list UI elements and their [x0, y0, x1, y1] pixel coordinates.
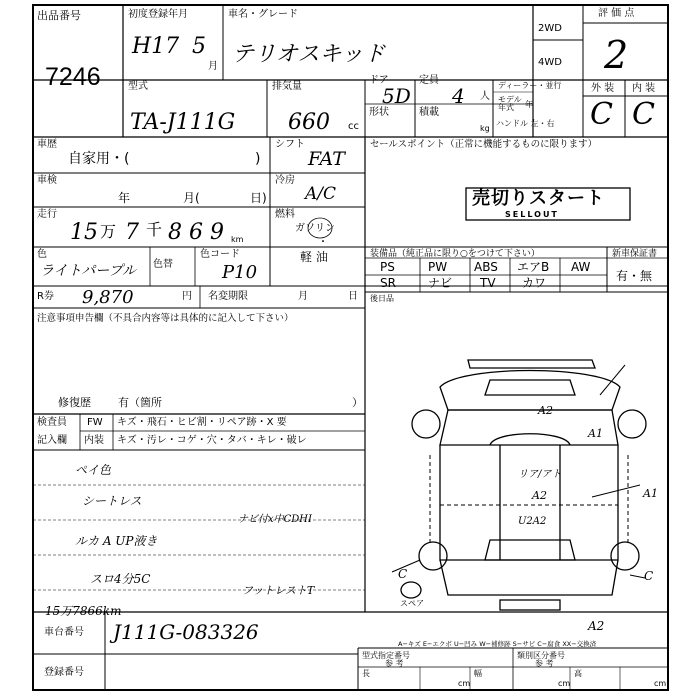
equip-ps: PS [380, 260, 395, 274]
equip-leather: カワ [522, 276, 547, 290]
length-label: 長 [362, 669, 370, 678]
warranty-value: 有・無 [616, 269, 653, 283]
fw-text: キズ・飛石・ヒビ割・リペア跡・X 要 [117, 417, 287, 428]
first-reg-unit: 月 [208, 61, 218, 72]
equipment-label: 装備品（純正品に限り○をつけて下さい） [370, 249, 540, 259]
mark-u2a2: U2A2 [518, 516, 547, 527]
interior-grade: C [632, 97, 655, 132]
warranty-label: 新車保証書 [612, 249, 658, 259]
equip-airbag: エアB [517, 260, 550, 274]
remark-right-2: フットレストT [242, 584, 315, 597]
exterior-grade: C [590, 97, 613, 132]
mileage-d5: 9 [210, 220, 224, 245]
first-reg-era: H17 [132, 34, 180, 59]
remark-5: 15万7866km [45, 604, 122, 618]
model-name-label: 車名・グレード [228, 9, 298, 20]
sellout-stamp-en: SELLOUT [505, 210, 559, 219]
model-year-unit: 年 [525, 100, 533, 109]
lot-number: 7246 [45, 63, 101, 91]
inspection-label: 車検 [37, 175, 57, 186]
mark-a2-bottom: A2 [588, 619, 605, 633]
sellout-stamp: 売切りスタート [472, 188, 605, 209]
name-change-month: 月 [298, 291, 308, 302]
length-unit: cm [458, 679, 471, 688]
mileage-sen: 千 [146, 220, 163, 239]
mark-c-left: C [398, 567, 408, 581]
doors-value: 5D [382, 84, 411, 108]
shape-label: 形状 [369, 107, 389, 118]
mark-a1-side: A1 [643, 487, 658, 500]
model-code-label: 型式 [128, 81, 148, 92]
equip-pw: PW [428, 260, 448, 274]
equip-sr: SR [380, 276, 396, 290]
remark-1: ペイ色 [75, 463, 112, 477]
mark-a2-top: A2 [538, 404, 553, 417]
recycle-label: R券 [37, 291, 54, 302]
height-unit: cm [654, 679, 667, 688]
recycle-value: 9,870 [82, 287, 134, 308]
mark-c-right: C [644, 569, 654, 583]
width-unit: cm [558, 679, 571, 688]
dealer-label: ディーラー・並行 [498, 81, 562, 90]
color-value: ライトパープル [40, 263, 137, 279]
color-code: P10 [222, 262, 258, 283]
shift-label: シフト [275, 139, 305, 150]
inspector-label-2: 記入欄 [37, 435, 67, 446]
width-label: 幅 [474, 669, 482, 678]
inspector-label: 検査員 [37, 417, 67, 428]
type-approval-label: 型式指定番号 [362, 651, 410, 660]
interior-inspect-text: キズ・汚レ・コゲ・穴・タバ・キレ・破レ [117, 435, 307, 446]
height-label: 高 [574, 669, 582, 678]
later-items-label: 後日品 [370, 294, 394, 303]
displacement-value: 660 [288, 110, 330, 135]
ac-value: A/C [305, 184, 337, 204]
ref-label-1: 参 考 [385, 659, 404, 668]
rating-label: 評 価 点 [598, 8, 635, 19]
remark-2: シートレス [82, 494, 142, 508]
mark-a1: A1 [588, 427, 603, 440]
equip-abs: ABS [474, 260, 498, 274]
fuel-dot: ・ [318, 237, 328, 248]
recycle-unit: 円 [182, 291, 192, 302]
usage-close: ) [255, 151, 261, 167]
displacement-label: 排気量 [272, 81, 302, 92]
interior-inspect-label: 内装 [84, 435, 104, 446]
shift-value: FAT [308, 148, 345, 170]
spare-label: スペア [400, 599, 424, 608]
displacement-unit: cc [348, 121, 359, 132]
mileage-unit: km [231, 235, 244, 244]
registration-label: 登録番号 [44, 667, 84, 678]
capacity-value: 4 [452, 84, 465, 108]
inspection-year: 年 [118, 191, 131, 205]
first-reg-label: 初度登録年月 [128, 9, 188, 20]
remark-4: スロ4分5C [90, 572, 151, 586]
capacity-unit: 人 [480, 91, 490, 102]
name-change-day: 日 [348, 291, 358, 302]
fuel-diesel: 軽 油 [300, 250, 328, 264]
color-change-label: 色替 [153, 259, 173, 270]
ref-label-2: 参 考 [535, 659, 554, 668]
damage-legend: A−キズ E−エクボ U−凹み W−補修跡 S−サビ C−腐食 XX−交換済 [398, 640, 597, 648]
repair-history-close: ） [352, 396, 363, 409]
load-unit: kg [480, 124, 490, 133]
color-code-label: 色コード [200, 249, 240, 260]
load-label: 積載 [419, 107, 439, 118]
mileage-label: 走行 [37, 209, 57, 220]
fuel-label: 燃料 [275, 209, 295, 220]
capacity-label: 定員 [419, 75, 439, 86]
mileage-d1: 15 [70, 220, 98, 245]
drive-4wd: 4WD [538, 57, 562, 68]
class-no-label: 類別区分番号 [517, 651, 565, 660]
inspection-month: 月( [183, 191, 200, 205]
inspection-day: 日) [250, 191, 267, 205]
usage-value: 自家用・( [68, 151, 130, 167]
equip-tv: TV [480, 276, 496, 290]
ac-label: 冷房 [275, 175, 295, 186]
lot-label: 出品番号 [37, 9, 81, 22]
rating-value: 2 [604, 33, 629, 77]
model-code: TA-J111G [130, 110, 236, 135]
name-change-label: 名変期限 [208, 291, 248, 302]
sales-point-label: セールスポイント（正常に機能するものに限ります） [370, 139, 598, 150]
repair-history-label: 修復歴 [58, 396, 91, 409]
remark-3: ルカ A UP液き [75, 534, 158, 548]
remark-right-1: ナビ付x中CDHI [238, 514, 312, 525]
equip-aw: AW [571, 260, 591, 274]
mark-rear: リア/アト [518, 469, 562, 480]
usage-label: 車歴 [37, 139, 57, 150]
handle-label: ハンドル 左・右 [496, 119, 555, 128]
exterior-label: 外 装 [591, 83, 615, 94]
mileage-d4: 6 [189, 220, 203, 245]
chassis-number: J111G-083326 [113, 620, 259, 644]
drive-2wd: 2WD [538, 23, 562, 34]
doors-label: ドア [369, 75, 389, 86]
mileage-man: 万 [100, 222, 117, 241]
fw-label: FW [87, 417, 103, 428]
mark-a2-mid: A2 [532, 489, 547, 502]
color-label: 色 [37, 249, 47, 260]
interior-label: 内 装 [632, 83, 656, 94]
model-name: テリオスキッド [232, 42, 386, 67]
notes-label: 注意事項申告欄（不具合内容等は具体的に記入して下さい） [37, 313, 294, 324]
first-reg-month: 5 [192, 34, 206, 59]
model-year-label: モデル 年式 [498, 95, 522, 112]
mileage-d2: 7 [125, 220, 139, 245]
chassis-label: 車台番号 [44, 627, 84, 638]
fuel-gas: ガソリン [295, 223, 335, 234]
equip-navi: ナビ [428, 276, 453, 290]
repair-history-value: 有（箇所 [118, 396, 162, 409]
mileage-d3: 8 [168, 220, 182, 245]
